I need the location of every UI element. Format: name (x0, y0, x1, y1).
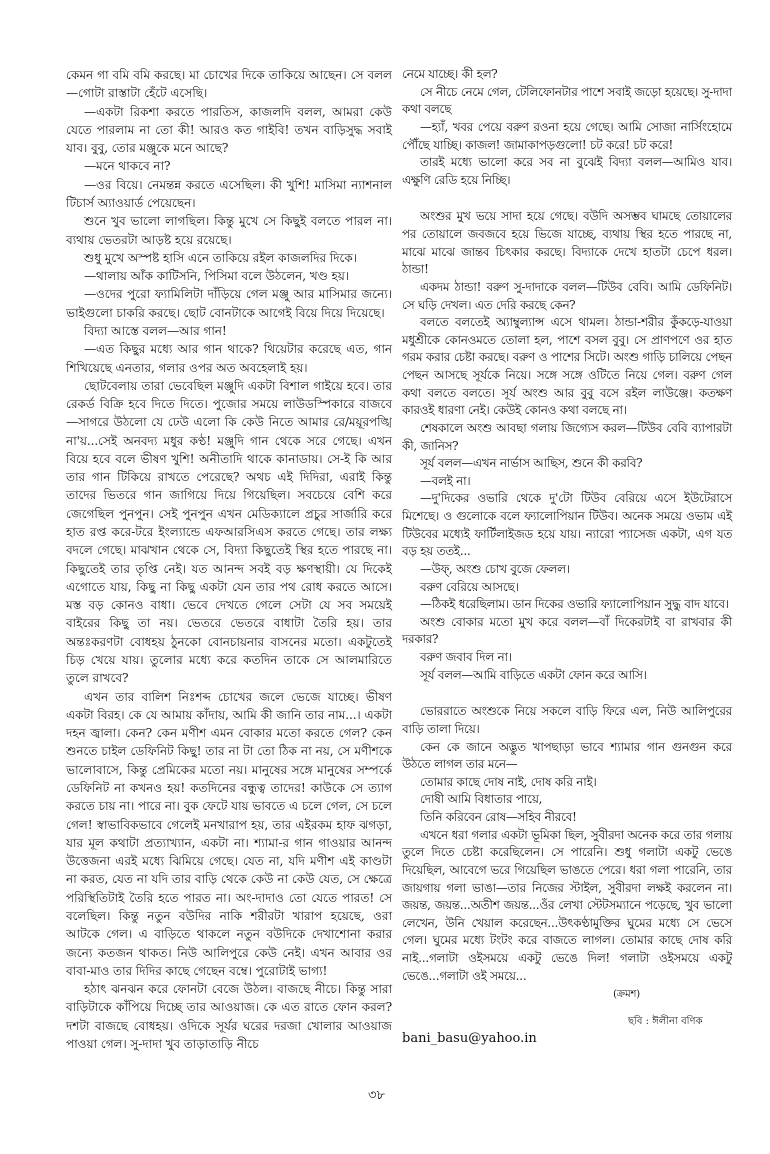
paragraph: একদম ঠান্ডা! বরুণ সু-দাদাকে বলল—টিউব বেবি। আমি ডেফিনিট। সে ঘড়ি দেখল। এত দেরি করছে কেন? (402, 279, 732, 312)
paragraph: —উফ্, অংশু চোখ বুজে ফেলল। (420, 561, 570, 576)
paragraph: এখন তার বালিশ নিঃশব্দ চোখের জলে ভেজে যাচ্ছে। ভীষণ একটা বিরহ। কে যে আমায় কাঁদায়, আমি কী জানি তার নাম...। একটা দহন জ্বালা। কেন? কেন মণীশ এমন বোকার মতো করতে গেল? কেন শুনতে চাইল ডেফিনিট কিছু! তার না টা তো ঠিক না নয়, সে মণীশকে ভালোবাসে, কিন্তু প্রেমিকের মতো নয়। মানুষের সঙ্গে মানুষের সম্পর্কে ডেফিনিট না কখনও হয়! কতদিনের বন্ধুত্ব তাদের! কাউকে সে ত্যাগ করতে চায় না। পারে না। বুক ফেটে যায় ভাবতে এ চলে গেল, সে চলে গেল! স্বাভাবিকভাবে গেলেই মনখারাপ হয়, তার এইরকম হাফ ঝগড়া, যার মূল কথাটা প্রত্যাখ্যান, একটা না। শ্যামা-র গান গাওয়ার আনন্দ উত্তেজনা এরই মধ্যে ঝিমিয়ে গেছে। যেত না, যদি মণীশ এই কাণ্ডটা না করত, যেত না যদি তার বাড়ি থেকে কেউ না কেউ যেত, সে ক্ষেত্রে পরিস্থিতিটাই তৈরি হতে পারত না। অং-দাদাও তো যেতে পারত! সে বলেছিল। কিন্তু নতুন বউদির নাকি শরীরটা খারাপ হয়েছে, ওরা আটকে গেল। এ বাড়িতে থাকলে নতুন বউদিকে দেখাশোনা করার জন্যে কতজন থাকত। নিউ আলিপুরে কেউ নেই। এখন আবার ওর বাবা-মাও তার দিদির কাছে গেছেন বম্বে। পুরোটাই ভাগ্য! (66, 689, 392, 978)
paragraph: বরুণ জবাব দিল না। (420, 650, 512, 664)
paragraph: —ওর বিয়ে। নেমন্তন্ন করতে এসেছিল। কী খুশি! মাসিমা ন্যাশনাল টিচার্স অ্যাওয়ার্ড পেয়েছেন। (66, 177, 392, 210)
paragraph: বিদ্যা আস্তে বলল—আর গান! (84, 323, 227, 338)
paragraph: বরুণ বেরিয়ে আসছে। (420, 579, 519, 594)
paragraph: সে নীচে নেমে গেল, টেলিফোনটার পাশে সবাই জড়ো হয়েছে। সু-দাদা কথা বলছে (402, 84, 732, 117)
text-column-left (66, 66, 392, 1053)
paragraph: সূর্য বলল—আমি বাড়িতে একটা ফোন করে আসি। (420, 667, 647, 682)
paragraph: শুনে খুব ভালো লাগছিল। কিন্তু মুখে সে কিছুই বলতে পারল না। ব্যথায় ভেতরটা আড়ষ্ট হয়ে রয়েছে। (66, 214, 392, 247)
paragraph: কেমন গা বমি বমি করছে। মা চোখের দিকে তাকিয়ে আছেন। সে বলল—গোটা রাস্তাটা হেঁটে এসেছি। (66, 68, 392, 101)
paragraph: তোমার কাছে দোষ নাই, দোষ করি নাই। (420, 774, 597, 789)
paragraph: ভোররাতে অংশুকে নিয়ে সকলে বাড়ি ফিরে এল, নিউ আলিপুরের বাড়ি তালা দিয়ে। (402, 704, 732, 736)
paragraph: —হ্যাঁ, খবর পেয়ে বরুণ রওনা হয়ে গেছে। আমি সোজা নার্সিংহোমে পৌঁছে যাচ্ছি। কাজল! জামাকাপড়গুলো! চট করে! চট করে! (402, 119, 732, 152)
continued-marker: (ক্রমশ) (613, 989, 640, 1001)
paragraph: —ওদের পুরো ফ্যামিলিটা দাঁড়িয়ে গেল মঞ্জু আর মাসিমার জন্যে। ভাইগুলো চাকরি করছে। ছোট বোনটাকে আগেই বিয়ে দিয়ে দিয়েছে। (66, 287, 392, 320)
paragraph: এখনে ধরা গলার একটা ভূমিকা ছিল, সুবীরদা অনেক করে তার গলায় তুলে দিতে চেষ্টা করেছিলেন। সে পারেনি। শুধু গলাটা একটু ভেঙে দিয়েছিল, আবেগে ভরে গিয়েছিল ভাঙতে পেরে। ধরা গলা পারেনি, তার জায়গায় গলা ভাঙা—তার নিজের স্টাইল, সুবীরদা লক্ষই করলেন না। জয়ন্ত, জয়ন্ত...অতীশ জয়ন্ত...ওঁর লেখা স্টেটসম্যানে পড়েছে, খুব ভালো লেখেন, উনি খেয়াল করেছেন...উৎকণ্ঠামুক্তির ঘুমের মধ্যে সে ভেসে গেল। ঘুমের মধ্যে টংটং করে বাজতে লাগল। তোমার কাছে দোষ করি নাই...গলাটা ওইসময়ে একটু ভেঙে দিল! গলাটা ওইসময়ে একটু ভেঙে...গলাটা ওই সময়ে... (402, 827, 732, 983)
paragraph: —একটা রিকশা করতে পারতিস, কাজলদি বলল, আমরা কেউ যেতে পারলাম না তো কী! আরও কত গাইবি! তখন বাড়িসুদ্ধ সবাই যাব। বুবু, তোর মঞ্জুকে মনে আছে? (66, 104, 392, 156)
text-column-right (402, 66, 732, 1004)
paragraph: —ঠিকই ধরেছিলাম। ডান দিকের ওভারি ফ্যালোপিয়ান সুদ্ধু বাদ যাবে। (420, 597, 729, 612)
page-number: ৩৮ (368, 1088, 385, 1103)
paragraph: বলতে বলতেই অ্যাম্বুল্যান্স এসে থামল। ঠান্ডা-শরীর কুঁকড়ে-যাওয়া মধুশ্রীকে কোনওমতে তোলা হল, পাশে বসল বুবু। সে প্রাণপণে ওর হাত গরম করার চেষ্টা করছে। বরুণ ও পাশের সিটে। অংশু গাড়ি চালিয়ে পেছন পেছন আসছে সূর্যকে নিয়ে। সঙ্গে সঙ্গে ওটিতে নিয়ে গেল। বরুণ গেল কথা বলতে বলতে। সূর্য অংশু আর বুবু বসে রইল লাউঞ্জে। কতক্ষণ কারওই ধারণা নেই। কেউই কোনও কথা বলছে না। (402, 315, 732, 418)
paragraph: সূর্য বলল—এখন নার্ভাস আছিস, শুনে কী করবি? (420, 456, 643, 471)
paragraph: শেষকালে অংশু আবছা গলায় জিগ্যেস করল—টিউব বেবি ব্যাপারটা কী, জানিস? (402, 420, 732, 453)
paragraph: ছোটবেলায় তারা ভেবেছিল মঞ্জুদি একটা বিশাল গাইয়ে হবে। তার রেকর্ড বিক্রি হবে দিতে দিতে। পুজোর সময়ে লাউডস্পিকারে বাজবে—সাগরে উঠলো যে ঢেউ এলো কি কেউ নিতে আমার রে/ময়ূরপঙ্খি না'য়...সেই অনবদ্য মধুর কণ্ঠ! মঞ্জুদি গান থেকে সরে গেছে। এখন বিয়ে হবে বলে ভীষণ খুশি! অনীতাদি থাকে কানাডায়। সে-ই কি আর তার গান টিকিয়ে রাখতে পেরেছে? অথচ এই দিদিরা, এরাই কিন্তু তাদের ভিতরে গান জাগিয়ে দিয়ে গিয়েছিল। সবচেয়ে বেশি করে জেগেছিল পুনপুন। সেই পুনপুন এখন মেডিক্যালে প্রচুর সার্জারি করে হাত রপ্ত করে-টরে ইংল্যান্ডে এফআরসিএস করতে গেছে। তার লক্ষ্য বদলে গেছে। মাঝখান থেকে সে, বিদ্যা কিছুতেই স্থির হতে পারছে না। কিছুতেই তার তৃপ্তি নেই। যত আনন্দ সবই বড় ক্ষণস্থায়ী। যে দিকেই এগোতে যায়, কিছু না কিছু একটা যেন তার পথ রোধ করতে আসে। মস্ত বড় কোনও বাধা। ভেবে দেখতে গেলে সেটা যে সব সময়েই বাইরের কিছু তা নয়। ভেতরে ভেতরে বাধাটা তৈরি হয়। তার অন্তঃকরণটা বোধহয় ঠুনকো বোনচায়নার বাসনের মতো। একটুতেই চিড় খেয়ে যায়। তুলোর মধ্যে করে কতদিন তাকে সে আলমারিতে তুলে রাখবে? (66, 378, 392, 686)
paragraph: —এত কিছুর মধ্যে আর গান থাকে? থিয়েটার করেছে এত, গান শিখিয়েছে এনতার, গলার ওপর অত অবহেলাই হয়। (66, 342, 392, 375)
illustration-credit: ছবি : ঈলীনা বণিক (628, 1016, 703, 1027)
author-email: bani_basu@yahoo.in (402, 1031, 537, 1046)
paragraph: দোষী আমি বিধাতার পায়ে, (420, 792, 543, 807)
paragraph: কেন কে জানে অদ্ভুত খাপছাড়া ভাবে শ্যামার গান গুনগুন করে উঠতে লাগল তার মনে— (402, 739, 732, 772)
paragraph: হঠাৎ ঝনঝন করে ফোনটা বেজে উঠল। বাজছে নীচে। কিন্তু সারা বাড়িটাকে কাঁপিয়ে দিচ্ছে তার আওয়াজ। কে এত রাতে ফোন করল? দশটা বাজছে বোধহয়। ওদিকে সূর্যর ঘরের দরজা খোলার আওয়াজ পাওয়া গেল। সু-দাদা খুব তাড়াতাড়ি নীচে (66, 982, 392, 1051)
paragraph: —দু'দিকের ওভারি থেকে দু'টো টিউব বেরিয়ে এসে ইউটেরাসে মিশেছে। ও গুলোকে বলে ফ্যালোপিয়ান টিউব। অনেক সময়ে ওভাম এই টিউবের মধ্যেই ফার্টিলাইজড হয়ে যায়। ন্যারো প্যাসেজ একটা, এগ যত বড় হয় ততই... (402, 491, 732, 559)
paragraph: তারই মধ্যে ভালো করে সব না বুঝেই বিদ্যা বলল—আমিও যাব। এক্ষুণি রেডি হয়ে নিচ্ছি। (402, 155, 732, 187)
paragraph: —বলই না। (420, 473, 471, 488)
paragraph: অংশুর মুখ ভয়ে সাদা হয়ে গেছে। বউদি অসম্ভব ঘামছে তোয়ালের পর তোয়ালে জবজবে হয়ে ভিজে যাচ্ছে, ব্যথায় স্থির হতে পারছে না, মাঝে মাঝে জান্তব চিৎকার করছে। বিদ্যাকে দেখে হাতটা চেপে ধরল। ঠান্ডা! (402, 209, 732, 277)
paragraph: শুধু মুখে অস্পষ্ট হাসি এনে তাকিয়ে রইল কাজলদির দিকে। (84, 250, 357, 265)
paragraph: তিনি করিবেন রোষ—সহিব নীরবে! (420, 810, 577, 824)
paragraph: —থালায় আঁক কাটিসনি, পিসিমা বলে উঠলেন, খণ্ড হয়। (84, 269, 349, 284)
paragraph: —মনে থাকবে না? (84, 159, 171, 174)
paragraph: নেমে যাচ্ছে। কী হল? (402, 67, 498, 81)
paragraph: অংশু বোকার মতো মুখ করে বলল—বাঁ দিকেরটাই বা রাখবার কী দরকার? (402, 614, 732, 647)
